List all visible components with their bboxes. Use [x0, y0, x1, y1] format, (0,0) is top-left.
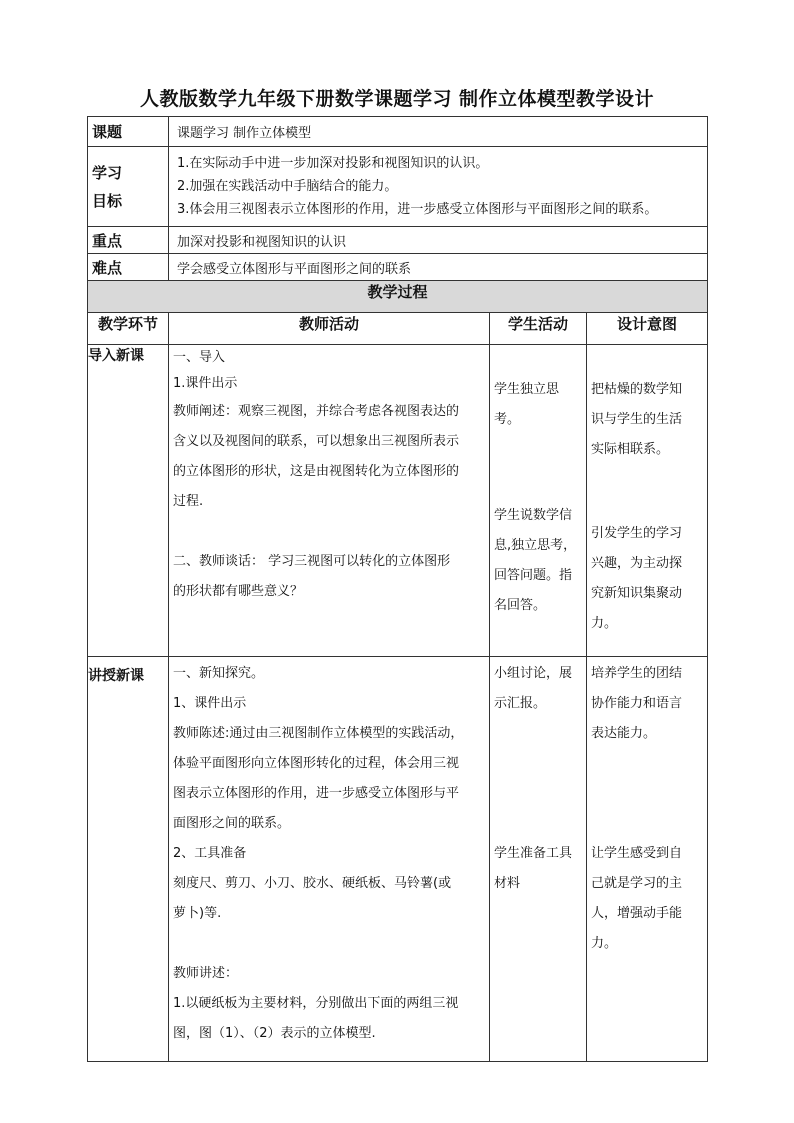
teacher-line: 1.课件出示: [173, 376, 238, 391]
column-header-row: [88, 313, 708, 345]
topic-row: [88, 117, 708, 147]
intent-line: 识与学生的生活: [591, 412, 683, 427]
intent-line: 兴趣，为主动探: [591, 556, 683, 571]
goal-item: 2.加强在实践活动中手脑结合的能力。: [177, 179, 398, 194]
teacher-activity: [169, 657, 490, 1062]
process-header: 教学过程: [88, 281, 708, 313]
teacher-line: [169, 929, 489, 959]
design-intent: [587, 657, 708, 1062]
intent-line: 人，增强动手能: [591, 906, 683, 921]
teacher-line: [169, 517, 489, 547]
goals-label-line2: 目标: [92, 191, 123, 210]
intent-line: 己就是学习的主: [591, 876, 683, 891]
column-header: 教师活动: [169, 313, 490, 345]
difficulty-label: 难点: [88, 254, 169, 281]
intent-line: 究新知识集聚动: [591, 586, 683, 601]
teacher-line: 图表示立体图形的作用，进一步感受立体图形与平: [173, 786, 460, 801]
key-point-label: 重点: [88, 227, 169, 254]
difficulty-row: [88, 254, 708, 281]
lesson-plan-table: [87, 116, 708, 1062]
teacher-line: 刻度尺、剪刀、小刀、胶水、硬纸板、马铃薯(或: [173, 876, 452, 891]
student-activity: [490, 345, 587, 657]
intent-line: 培养学生的团结: [591, 666, 683, 681]
stage-label: 导入新课: [88, 345, 169, 657]
teacher-line: 一、导入: [173, 350, 226, 365]
student-line: 材料: [494, 876, 521, 891]
column-header: 学生活动: [490, 313, 587, 345]
column-header: 设计意图: [587, 313, 708, 345]
goals-label-line1: 学习: [92, 163, 123, 182]
student-line: 学生独立思考。: [494, 382, 560, 427]
section-row-new-lesson: [88, 657, 708, 1062]
intent-line: 把枯燥的数学知: [591, 382, 683, 397]
teacher-line: 的形状都有哪些意义？: [173, 584, 304, 599]
key-point-row: [88, 227, 708, 254]
intent-line: 力。: [591, 936, 618, 951]
teacher-activity: [169, 345, 490, 657]
process-header-row: [88, 281, 708, 313]
student-line: 学生准备工具: [494, 846, 573, 861]
teacher-line: 1.以硬纸板为主要材料，分别做出下面的两组三视: [173, 996, 459, 1011]
student-line: 名回答。: [494, 598, 547, 613]
student-line: 学生说数学信: [494, 508, 573, 523]
teacher-line: 过程.: [173, 494, 204, 509]
key-point-value: 加深对投影和视图知识的认识: [169, 227, 708, 254]
student-line: 小组讨论，展: [494, 666, 573, 681]
intent-line: 让学生感受到自: [591, 846, 683, 861]
stage-label: 讲授新课: [88, 657, 169, 1062]
student-line: 回答问题。指: [494, 568, 573, 583]
intent-line: 引发学生的学习: [591, 526, 683, 541]
difficulty-value: 学会感受立体图形与平面图形之间的联系: [169, 254, 708, 281]
intent-line: 协作能力和语言: [591, 696, 683, 711]
teacher-line: 体验平面图形向立体图形转化的过程，体会用三视: [173, 756, 460, 771]
teacher-line: 萝卜)等.: [173, 906, 222, 921]
student-line: 息,独立思考，: [494, 538, 577, 553]
teacher-line: 含义以及视图间的联系，可以想象出三视图所表示: [173, 434, 460, 449]
teacher-line: 1、课件出示: [173, 696, 247, 711]
topic-value: 课题学习 制作立体模型: [169, 117, 708, 147]
student-activity: [490, 657, 587, 1062]
teacher-line: 教师讲述：: [173, 966, 239, 981]
teacher-line: 二、教师谈话： 学习三视图可以转化的立体图形: [173, 554, 451, 569]
goals-row: [88, 147, 708, 227]
goals-list: [169, 147, 708, 227]
section-row-intro: [88, 345, 708, 657]
teacher-line: 一、新知探究。: [173, 666, 265, 681]
teacher-line: 2、工具准备: [173, 846, 247, 861]
goals-label: [88, 147, 169, 227]
document-title: 人教版数学九年级下册数学课题学习 制作立体模型教学设计: [139, 88, 655, 110]
intent-line: 力。: [591, 616, 618, 631]
intent-line: 表达能力。: [591, 726, 657, 741]
intent-line: 实际相联系。: [591, 442, 670, 457]
teacher-line: 面图形之间的联系。: [173, 816, 291, 831]
goal-item: 1.在实际动手中进一步加深对投影和视图知识的认识。: [177, 156, 489, 171]
teacher-line: 教师阐述：观察三视图，并综合考虑各视图表达的: [173, 404, 460, 419]
teacher-line: 教师陈述:通过由三视图制作立体模型的实践活动，: [173, 726, 464, 741]
design-intent: [587, 345, 708, 657]
teacher-line: 的立体图形的形状，这是由视图转化为立体图形的: [173, 464, 460, 479]
student-line: 示汇报。: [494, 696, 547, 711]
column-header: 教学环节: [88, 313, 169, 345]
topic-label: 课题: [88, 117, 169, 147]
teacher-line: 图，图（1）、（2）表示的立体模型.: [173, 1026, 376, 1041]
goal-item: 3.体会用三视图表示立体图形的作用，进一步感受立体图形与平面图形之间的联系。: [177, 202, 658, 217]
